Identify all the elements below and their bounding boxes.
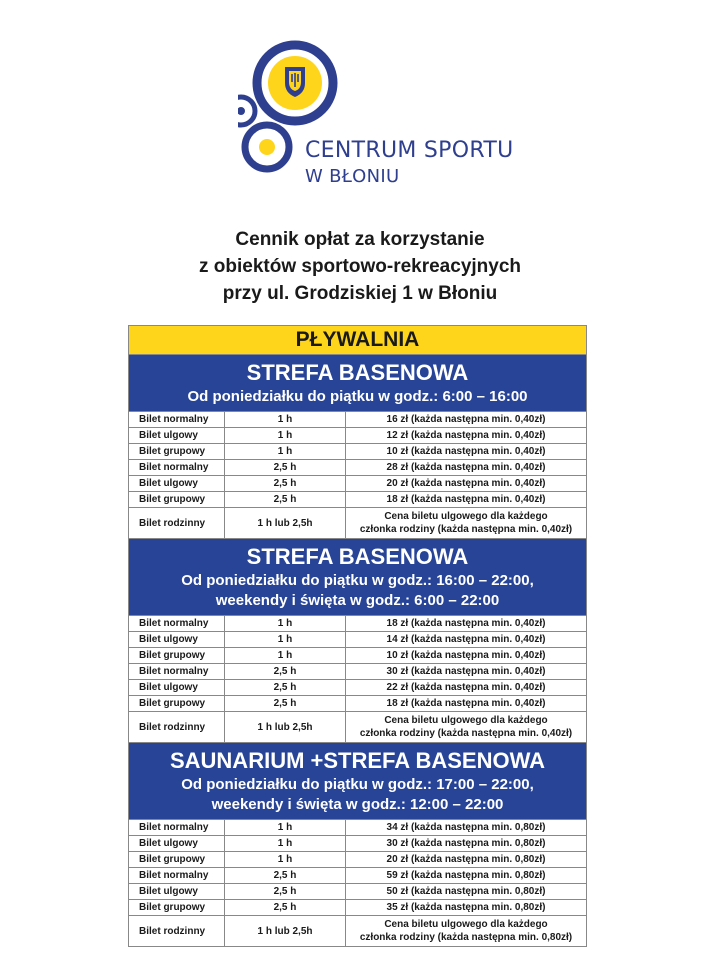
ticket-type: Bilet ulgowy	[129, 680, 225, 695]
ticket-price	[346, 508, 586, 538]
ticket-price: 18 zł (każda następna min. 0,40zł)	[386, 618, 546, 629]
pool-header: PŁYWALNIA	[129, 326, 586, 355]
table-row	[129, 868, 586, 884]
page-title-line: przy ul. Grodziskiej 1 w Błoniu	[222, 283, 498, 304]
ticket-price: 34 zł (każda następna min. 0,80zł)	[386, 822, 546, 833]
table-row	[129, 836, 586, 852]
ticket-type: Bilet grupowy	[129, 648, 225, 663]
ticket-duration: 1 h	[225, 444, 346, 459]
ticket-type: Bilet ulgowy	[129, 428, 225, 443]
ticket-duration: 1 h	[225, 428, 346, 443]
ticket-duration: 2,5 h	[225, 696, 346, 711]
ticket-duration: 2,5 h	[225, 460, 346, 475]
price-line: członka rodziny (każda następna min. 0,40zł)	[359, 728, 573, 739]
table-row	[129, 820, 586, 836]
price-line: Cena biletu ulgowego dla każdego	[384, 715, 548, 726]
table-row	[129, 852, 586, 868]
ticket-duration: 2,5 h	[225, 884, 346, 899]
ticket-duration: 1 h	[225, 836, 346, 851]
ticket-type: Bilet grupowy	[129, 492, 225, 507]
ticket-type: Bilet normalny	[129, 616, 225, 631]
ticket-duration: 2,5 h	[225, 680, 346, 695]
ticket-type: Bilet grupowy	[129, 900, 225, 915]
section-hours: Od poniedziałku do piątku w godz.: 6:00 – 16:00	[187, 388, 528, 405]
brand-location: W BŁONIU	[305, 166, 400, 187]
price-table	[128, 325, 587, 947]
table-row	[129, 900, 586, 916]
ticket-price: 28 zł (każda następna min. 0,40zł)	[386, 462, 546, 473]
ticket-type: Bilet ulgowy	[129, 836, 225, 851]
table-row-family	[129, 712, 586, 743]
price-line: członka rodziny (każda następna min. 0,80zł)	[359, 932, 573, 943]
ticket-price: 50 zł (każda następna min. 0,80zł)	[386, 886, 546, 897]
section-hours: Od poniedziałku do piątku w godz.: 17:00 – 22:00,	[181, 776, 534, 793]
ticket-price: 20 zł (każda następna min. 0,80zł)	[386, 854, 546, 865]
ticket-price: 30 zł (każda następna min. 0,80zł)	[386, 838, 546, 849]
ticket-price: 10 zł (każda następna min. 0,40zł)	[386, 650, 546, 661]
table-row	[129, 460, 586, 476]
price-line: członka rodziny (każda następna min. 0,40zł)	[359, 524, 573, 535]
page-title-line: z obiektów sportowo-rekreacyjnych	[198, 256, 522, 277]
price-line: Cena biletu ulgowego dla każdego	[384, 511, 548, 522]
ticket-duration: 2,5 h	[225, 664, 346, 679]
ticket-price: 12 zł (każda następna min. 0,40zł)	[386, 430, 546, 441]
ticket-duration: 2,5 h	[225, 900, 346, 915]
ticket-type: Bilet rodzinny	[129, 916, 225, 946]
ticket-price: 30 zł (każda następna min. 0,40zł)	[386, 666, 546, 677]
table-row	[129, 428, 586, 444]
table-row	[129, 476, 586, 492]
ticket-type: Bilet ulgowy	[129, 632, 225, 647]
ticket-type: Bilet rodzinny	[129, 508, 225, 538]
table-row	[129, 444, 586, 460]
page-title	[0, 226, 720, 307]
brand-name: CENTRUM SPORTU	[305, 138, 514, 163]
ticket-type: Bilet normalny	[129, 820, 225, 835]
page-title-line: Cennik opłat za korzystanie	[235, 229, 485, 250]
ticket-price: 20 zł (każda następna min. 0,40zł)	[386, 478, 546, 489]
ticket-price: 10 zł (każda następna min. 0,40zł)	[386, 446, 546, 457]
table-row-family	[129, 508, 586, 539]
table-row	[129, 632, 586, 648]
table-row	[129, 492, 586, 508]
section-header	[129, 743, 586, 820]
table-row	[129, 616, 586, 632]
section-header	[129, 539, 586, 616]
section-title: SAUNARIUM +STREFA BASENOWA	[169, 748, 546, 773]
section-header	[129, 355, 586, 412]
ticket-type: Bilet grupowy	[129, 444, 225, 459]
ticket-type: Bilet ulgowy	[129, 884, 225, 899]
ticket-price: 18 zł (każda następna min. 0,40zł)	[386, 494, 546, 505]
ticket-duration: 1 h	[225, 852, 346, 867]
ticket-price	[346, 916, 586, 946]
ticket-duration: 1 h	[225, 648, 346, 663]
table-row	[129, 680, 586, 696]
ticket-type: Bilet normalny	[129, 460, 225, 475]
section-hours: Od poniedziałku do piątku w godz.: 16:00 – 22:00,	[181, 572, 534, 589]
ticket-price: 14 zł (każda następna min. 0,40zł)	[386, 634, 546, 645]
table-row	[129, 664, 586, 680]
section-hours: weekendy i święta w godz.: 6:00 – 22:00	[215, 592, 500, 609]
ticket-price: 35 zł (każda następna min. 0,80zł)	[386, 902, 546, 913]
ticket-duration: 1 h lub 2,5h	[225, 508, 346, 538]
section-title: STREFA BASENOWA	[246, 544, 469, 569]
table-row	[129, 648, 586, 664]
table-row	[129, 696, 586, 712]
ticket-type: Bilet normalny	[129, 412, 225, 427]
ticket-duration: 1 h	[225, 632, 346, 647]
table-row-family	[129, 916, 586, 946]
table-row	[129, 884, 586, 900]
ticket-price	[346, 712, 586, 742]
ticket-duration: 1 h lub 2,5h	[225, 712, 346, 742]
ticket-type: Bilet normalny	[129, 664, 225, 679]
ticket-duration: 1 h lub 2,5h	[225, 916, 346, 946]
ticket-duration: 2,5 h	[225, 492, 346, 507]
ticket-duration: 2,5 h	[225, 476, 346, 491]
price-line: Cena biletu ulgowego dla każdego	[384, 919, 548, 930]
ticket-price: 16 zł (każda następna min. 0,40zł)	[386, 414, 546, 425]
ticket-type: Bilet grupowy	[129, 852, 225, 867]
ticket-price: 18 zł (każda następna min. 0,40zł)	[386, 698, 546, 709]
ticket-type: Bilet normalny	[129, 868, 225, 883]
ticket-type: Bilet grupowy	[129, 696, 225, 711]
table-row	[129, 412, 586, 428]
section-title: STREFA BASENOWA	[246, 360, 469, 385]
ticket-duration: 1 h	[225, 820, 346, 835]
ticket-duration: 1 h	[225, 412, 346, 427]
ticket-price: 22 zł (każda następna min. 0,40zł)	[386, 682, 546, 693]
ticket-duration: 1 h	[225, 616, 346, 631]
ticket-price: 59 zł (każda następna min. 0,80zł)	[386, 870, 546, 881]
ticket-type: Bilet rodzinny	[129, 712, 225, 742]
ticket-type: Bilet ulgowy	[129, 476, 225, 491]
ticket-duration: 2,5 h	[225, 868, 346, 883]
section-hours: weekendy i święta w godz.: 12:00 – 22:00	[211, 796, 504, 813]
